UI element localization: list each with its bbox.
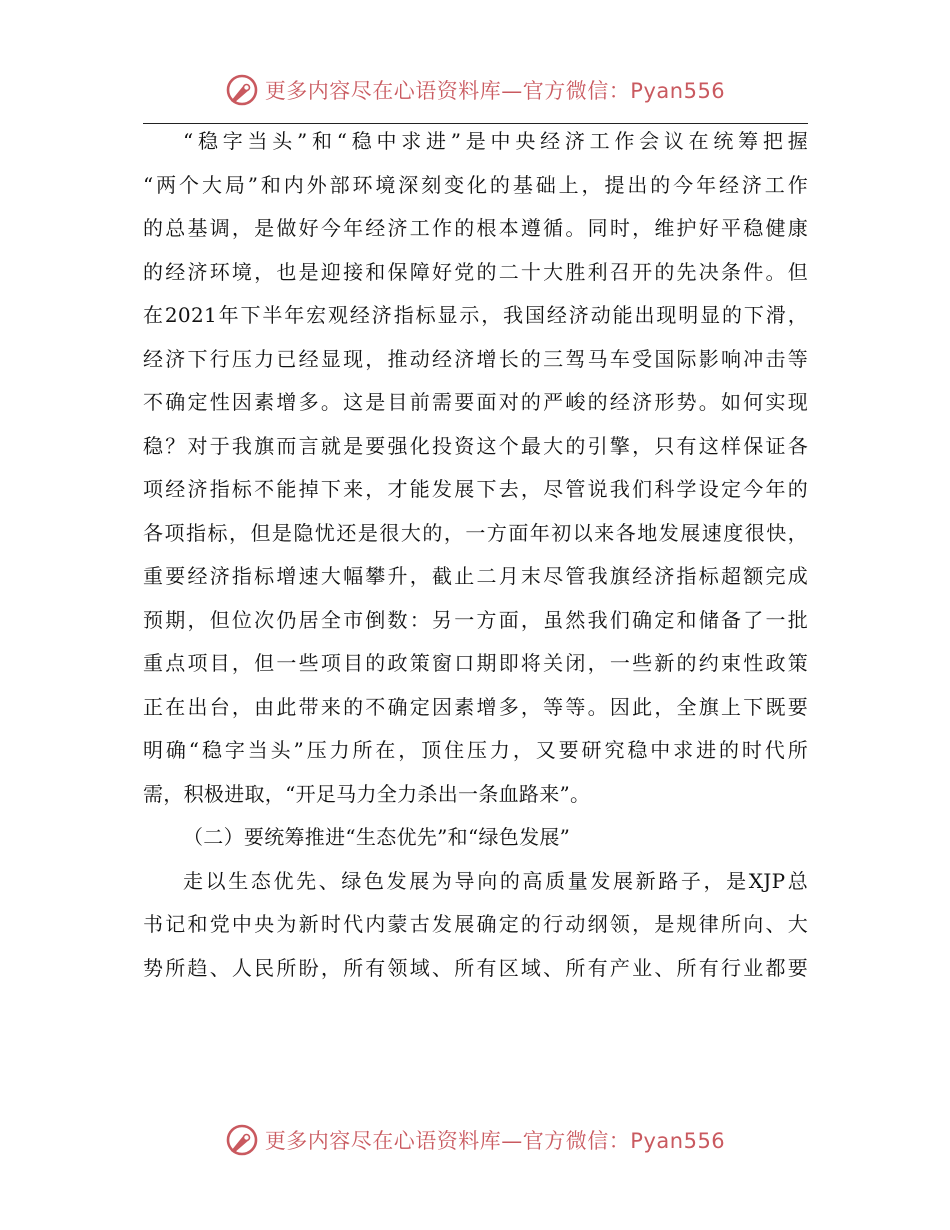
text-line: “两个大局”和内外部环境深刻变化的基础上，提出的今年经济工作 <box>143 172 808 197</box>
text-line: 势所趋、人民所盼，所有领域、所有区域、所有产业、所有行业都要 <box>143 955 808 980</box>
document-body <box>143 120 808 990</box>
text-line: 走以生态优先、绿色发展为导向的高质量发展新路子，是XJP总 <box>183 868 808 893</box>
text-line: 正在出台，由此带来的不确定因素增多，等等。因此，全旗上下既要 <box>143 694 808 719</box>
text-line: 稳？对于我旗而言就是要强化投资这个最大的引擎，只有这样保证各 <box>143 433 808 458</box>
text-line: 经济下行压力已经显现，推动经济增长的三驾马车受国际影响冲击等 <box>143 346 808 371</box>
text-line: 重点项目，但一些项目的政策窗口期即将关闭，一些新的约束性政策 <box>143 651 808 675</box>
text-line: “稳字当头”和“稳中求进”是中央经济工作会议在统筹把握 <box>183 129 808 153</box>
text-line: 的经济环境，也是迎接和保障好党的二十大胜利召开的先决条件。但 <box>143 259 808 284</box>
text-line: 需，积极进取，“开足马力全力杀出一条血路来”。 <box>143 781 591 806</box>
watermark-banner-top <box>0 70 950 110</box>
text-line: 在2021年下半年宏观经济指标显示，我国经济动能出现明显的下滑， <box>143 303 808 327</box>
text-line: 明确“稳字当头”压力所在，顶住压力，又要研究稳中求进的时代所 <box>143 738 808 762</box>
text-line: 预期，但位次仍居全市倒数：另一方面，虽然我们确定和储备了一批 <box>143 607 808 632</box>
text-line: 书记和党中央为新时代内蒙古发展确定的行动纲领，是规律所向、大 <box>143 912 808 936</box>
watermark-text: 更多内容尽在心语资料库—官方微信：Pyan556 <box>264 1129 726 1153</box>
section-heading: （二）要统筹推进“生态优先”和“绿色发展” <box>183 825 571 849</box>
pen-nib-circle-icon <box>225 1123 259 1157</box>
watermark-text: 更多内容尽在心语资料库—官方微信：Pyan556 <box>264 79 726 103</box>
pen-nib-circle-icon <box>225 73 259 107</box>
text-line: 不确定性因素增多。这是目前需要面对的严峻的经济形势。如何实现 <box>143 390 808 414</box>
text-line: 的总基调，是做好今年经济工作的根本遵循。同时，维护好平稳健康 <box>143 216 808 240</box>
text-line: 项经济指标不能掉下来，才能发展下去，尽管说我们科学设定今年的 <box>143 477 808 501</box>
text-line: 各项指标，但是隐忧还是很大的，一方面年初以来各地发展速度很快， <box>143 520 808 545</box>
watermark-banner-bottom <box>0 1120 950 1160</box>
text-line: 重要经济指标增速大幅攀升，截止二月末尽管我旗经济指标超额完成 <box>143 564 808 588</box>
